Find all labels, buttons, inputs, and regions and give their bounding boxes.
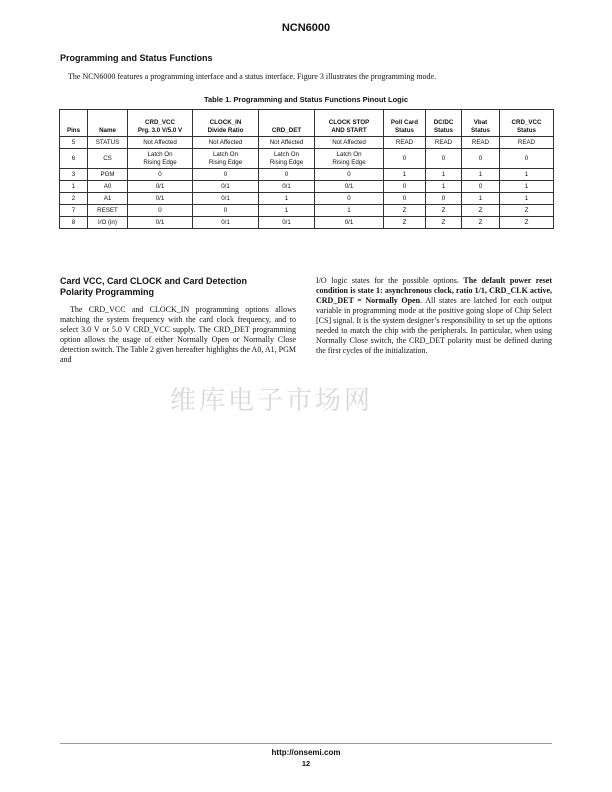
table-cell — [462, 169, 500, 181]
cell-text: 6 — [71, 154, 76, 162]
table-cell — [426, 181, 462, 193]
right-paragraph — [316, 276, 552, 356]
table-cell — [315, 181, 384, 193]
cell-text: 0/1 — [221, 194, 230, 202]
column-header — [315, 110, 384, 137]
table-cell — [88, 181, 128, 193]
cell-text: 0 — [402, 194, 407, 202]
cell-text: Not Affected — [269, 138, 304, 146]
cell-text: 1 — [524, 170, 529, 178]
cell-text: 0/1 — [344, 218, 354, 226]
table-cell — [315, 137, 384, 149]
table-cell — [60, 205, 88, 217]
table-cell — [315, 205, 384, 217]
table-cell — [259, 149, 315, 169]
cell-text: 0 — [158, 206, 162, 214]
table-row — [60, 137, 554, 149]
table-cell — [128, 169, 193, 181]
cell-text: 0 — [441, 154, 446, 162]
cell-text: Pins — [66, 126, 81, 134]
cell-text: Not Affected — [208, 138, 243, 146]
cell-text: Vbat — [473, 119, 488, 126]
table-cell — [193, 193, 259, 205]
cell-text: CRD_VCC — [145, 119, 175, 126]
cell-text: Not Affected — [332, 138, 366, 146]
table-cell — [128, 217, 193, 229]
column-header — [500, 110, 554, 137]
table-cell — [193, 149, 259, 169]
table-cell — [462, 181, 500, 193]
table-header-row — [60, 110, 554, 137]
table-cell — [259, 217, 315, 229]
footer-url: http://onsemi.com — [271, 748, 341, 757]
table-cell — [60, 149, 88, 169]
section-title-programming-status: Programming and Status Functions — [60, 53, 213, 63]
cell-text: Latch On — [147, 151, 173, 158]
page-header-title: NCN6000 — [281, 22, 331, 34]
cell-text: 0 — [158, 170, 162, 178]
cell-text: CLOCK_IN — [209, 119, 242, 126]
cell-text: READ — [517, 138, 536, 146]
table-cell — [384, 149, 426, 169]
cell-text: 0/1 — [282, 218, 291, 226]
table-cell — [315, 169, 384, 181]
cell-text: Z — [441, 218, 446, 226]
table-cell — [426, 169, 462, 181]
cell-text: 7 — [71, 206, 76, 214]
cell-text: Z — [402, 218, 407, 226]
table-cell — [426, 217, 462, 229]
cell-text: CRD_DET — [271, 126, 302, 134]
cell-text: RESET — [97, 206, 118, 214]
cell-text: Z — [402, 206, 407, 214]
table-cell — [259, 169, 315, 181]
table-cell — [193, 181, 259, 193]
right-paragraph-start: I/O logic states for the possible options. — [316, 276, 464, 285]
cell-text: Divide Ratio — [207, 126, 244, 134]
table-cell — [193, 217, 259, 229]
cell-text: 1 — [524, 194, 529, 202]
cell-text: Rising Edge — [332, 158, 366, 166]
cell-text: 0 — [347, 194, 351, 202]
cell-text: Z — [478, 218, 483, 226]
cell-text: 0/1 — [155, 218, 165, 226]
cell-text: Z — [524, 206, 529, 214]
table-cell — [60, 217, 88, 229]
section-title-line1: Card VCC, Card CLOCK and Card Detection — [60, 276, 248, 286]
cell-text: 0 — [284, 170, 289, 178]
cell-text: 0/1 — [221, 182, 230, 190]
cell-text: Prg. 3.0 V/5.0 V — [137, 126, 183, 134]
cell-text: READ — [434, 138, 453, 146]
table-cell — [259, 205, 315, 217]
cell-text: 1 — [441, 170, 446, 178]
watermark-text: 维库电子市场网 — [170, 386, 374, 416]
cell-text: 0/1 — [282, 182, 291, 190]
table-cell — [384, 169, 426, 181]
table-body — [60, 137, 554, 229]
cell-text: 1 — [402, 170, 407, 178]
cell-text: Z — [441, 206, 446, 214]
pinout-logic-table — [59, 109, 554, 229]
column-header — [193, 110, 259, 137]
table-cell — [426, 137, 462, 149]
cell-text: 2 — [71, 194, 76, 202]
cell-text: 0/1 — [344, 182, 354, 190]
table-row — [60, 193, 554, 205]
cell-text: 3 — [71, 170, 76, 178]
cell-text: Name — [99, 126, 116, 134]
cell-text: Z — [478, 206, 483, 214]
table-row — [60, 217, 554, 229]
column-header — [88, 110, 128, 137]
table-cell — [193, 169, 259, 181]
table-cell — [128, 137, 193, 149]
cell-text: Latch On — [212, 151, 239, 158]
table-cell — [88, 137, 128, 149]
page-number: 12 — [301, 759, 311, 768]
table-cell — [462, 149, 500, 169]
cell-text: 1 — [284, 194, 289, 202]
cell-text: STATUS — [95, 138, 120, 146]
cell-text: 0 — [441, 194, 446, 202]
default-reset-condition: The default power reset condition is state 1: asynchronous clock, ratio 1/1, CRD_CLK active, CRD_DET = Normally Open — [316, 276, 552, 305]
cell-text: Latch On — [273, 151, 300, 158]
cell-text: 0 — [223, 170, 228, 178]
table-row — [60, 181, 554, 193]
table-row — [60, 205, 554, 217]
table-cell — [500, 149, 554, 169]
table-row — [60, 169, 554, 181]
left-paragraph: The CRD_VCC and CLOCK_IN programming options allows matching the system frequency with the card clock frequency, and to select 3.0 V or 5.0 V CRD_VCC supply. The CRD_DET programming option allows the usage of either Normally Open or Normally Close detection switch. The Table 2 given hereafter highlights the A0, A1, PGM and — [60, 305, 296, 364]
cell-text: 1 — [284, 206, 289, 214]
right-column — [316, 276, 552, 356]
table-cell — [259, 137, 315, 149]
table-cell — [60, 137, 88, 149]
table-cell — [500, 205, 554, 217]
cell-text: 0 — [478, 182, 483, 190]
table-cell — [500, 137, 554, 149]
cell-text: I/O (in) — [98, 218, 117, 226]
intro-paragraph: The NCN6000 features a programming interface and a status interface. Figure 3 illustrates the programming mode. — [68, 72, 437, 81]
cell-text: AND START — [331, 126, 367, 134]
cell-text: Not Affected — [143, 138, 177, 146]
table-cell — [500, 193, 554, 205]
cell-text: CLOCK STOP — [328, 119, 370, 126]
cell-text: 8 — [71, 218, 76, 226]
column-header — [259, 110, 315, 137]
cell-text: 1 — [524, 182, 529, 190]
table-cell — [128, 193, 193, 205]
cell-text: A1 — [103, 194, 112, 202]
table-cell — [462, 193, 500, 205]
cell-text: Status — [434, 126, 453, 134]
cell-text: CRD_VCC — [511, 119, 542, 126]
table-cell — [384, 181, 426, 193]
left-column — [60, 305, 296, 365]
cell-text: Status — [395, 126, 414, 134]
table-cell — [193, 137, 259, 149]
table-cell — [60, 181, 88, 193]
table-cell — [384, 217, 426, 229]
cell-text: 1 — [441, 182, 446, 190]
cell-text: CS — [103, 154, 112, 162]
table-cell — [315, 149, 384, 169]
cell-text: 1 — [478, 170, 483, 178]
table-cell — [88, 149, 128, 169]
table-cell — [60, 169, 88, 181]
cell-text: 0/1 — [155, 194, 165, 202]
cell-text: 1 — [347, 206, 351, 214]
cell-text: Z — [524, 218, 529, 226]
cell-text: 0/1 — [221, 218, 230, 226]
column-header — [60, 110, 88, 137]
column-header — [462, 110, 500, 137]
cell-text: DC/DC — [433, 119, 454, 126]
table-cell — [259, 193, 315, 205]
cell-text: 0 — [223, 206, 228, 214]
column-header — [426, 110, 462, 137]
cell-text: 0/1 — [155, 182, 165, 190]
table-cell — [88, 217, 128, 229]
cell-text: Rising Edge — [143, 158, 177, 166]
table-cell — [384, 137, 426, 149]
cell-text: A0 — [103, 182, 112, 190]
table-cell — [315, 193, 384, 205]
table-cell — [462, 205, 500, 217]
column-header — [384, 110, 426, 137]
table-cell — [462, 217, 500, 229]
table-cell — [426, 205, 462, 217]
cell-text: 0 — [402, 154, 407, 162]
section-title-line2: Polarity Programming — [60, 287, 155, 297]
table-cell — [426, 149, 462, 169]
column-header — [128, 110, 193, 137]
cell-text: 5 — [71, 138, 76, 146]
cell-text: Rising Edge — [208, 158, 243, 166]
table-cell — [315, 217, 384, 229]
right-paragraph-end: . All states are latched for each output variable in programming mode at the positive going slope of Chip Select [CS] signal. It is the system designer’s responsibility to set up the options needed to match the chip with the peripherals. In particular, when using Normally Close switch, the CRD_DET polarity must be defined during the first cycles of the initialization. — [316, 296, 552, 355]
cell-text: READ — [395, 138, 414, 146]
table-cell — [500, 169, 554, 181]
table-cell — [462, 137, 500, 149]
cell-text: Status — [517, 126, 536, 134]
table-cell — [128, 205, 193, 217]
table-cell — [88, 193, 128, 205]
cell-text: PGM — [100, 170, 115, 178]
cell-text: 0 — [524, 154, 529, 162]
table-cell — [426, 193, 462, 205]
cell-text: Latch On — [336, 151, 362, 158]
table-cell — [500, 217, 554, 229]
cell-text: 1 — [71, 182, 76, 190]
footer-rule — [60, 743, 552, 744]
cell-text: Rising Edge — [269, 158, 304, 166]
table-cell — [88, 169, 128, 181]
table-cell — [128, 181, 193, 193]
table-cell — [88, 205, 128, 217]
cell-text: READ — [471, 138, 490, 146]
table-cell — [60, 193, 88, 205]
table-row — [60, 149, 554, 169]
table-cell — [384, 205, 426, 217]
cell-text: 0 — [347, 170, 351, 178]
section-title-card-vcc — [60, 276, 247, 298]
table-cell — [259, 181, 315, 193]
table-cell — [128, 149, 193, 169]
table-cell — [193, 205, 259, 217]
table-caption: Table 1. Programming and Status Functions Pinout Logic — [203, 95, 409, 104]
cell-text: Status — [471, 126, 490, 134]
cell-text: 1 — [478, 194, 483, 202]
cell-text: 0 — [478, 154, 483, 162]
cell-text: Poll Card — [390, 119, 419, 126]
table-cell — [500, 181, 554, 193]
table-cell — [384, 193, 426, 205]
cell-text: 0 — [402, 182, 407, 190]
